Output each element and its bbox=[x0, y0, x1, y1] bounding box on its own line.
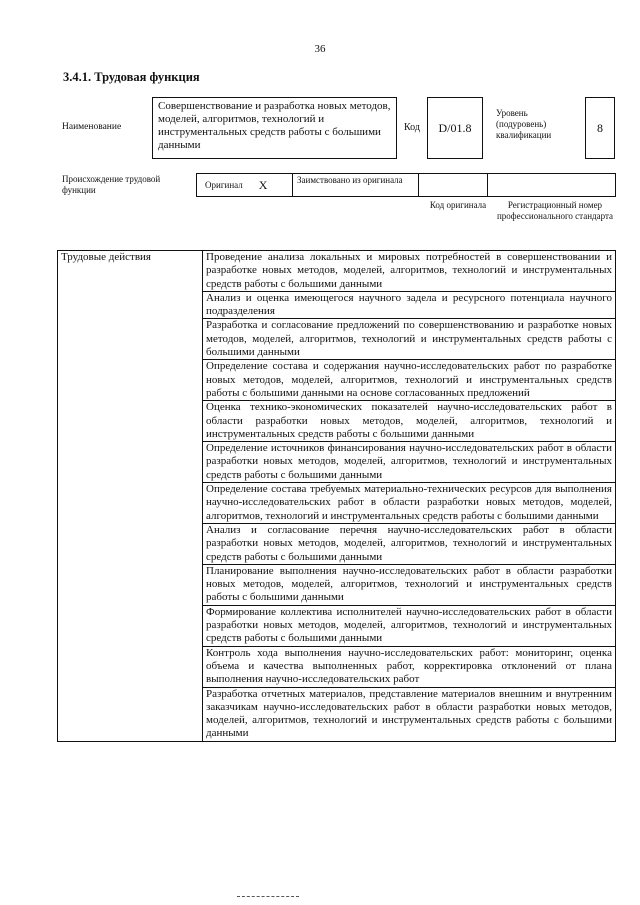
action-item: Разработка отчетных материалов, представление материалов внешним и внутренним заказчикам научно-исследовательских работ в области разработки новых методов, моделей, алгоритмов, технологий и инструментальных средств работы с большими данными bbox=[203, 687, 616, 741]
action-item: Контроль хода выполнения научно-исследовательских работ: мониторинг, оценка объема и качества выполненных работ, корректировка отклонений от плана выполнения научно-исследовательских работ bbox=[203, 646, 616, 687]
reg-number-cell bbox=[487, 173, 616, 197]
original-mark: X bbox=[258, 177, 268, 192]
code-original-caption: Код оригинала bbox=[429, 200, 487, 210]
original-label: Оригинал bbox=[205, 180, 243, 190]
action-item: Анализ и согласование перечня научно-исследовательских работ в области разработки новых методов, моделей, алгоритмов, технологий и инструментальных средств работы с большими данными bbox=[203, 523, 616, 564]
code-label: Код bbox=[404, 122, 420, 133]
name-label: Наименование bbox=[62, 122, 122, 132]
actions-header: Трудовые действия bbox=[58, 251, 203, 742]
action-item: Формирование коллектива исполнителей научно-исследовательских работ в области разработки новых методов, моделей, алгоритмов, технологий и инструментальных средств работы с большими данными bbox=[203, 605, 616, 646]
action-item: Анализ и оценка имеющегося научного задела и ресурсного потенциала научного подразделения bbox=[203, 291, 616, 319]
code-original-cell bbox=[418, 173, 488, 197]
level-value: 8 bbox=[597, 120, 603, 135]
function-name-box bbox=[152, 97, 397, 159]
page-number: 36 bbox=[314, 43, 326, 55]
table-row bbox=[58, 251, 616, 292]
function-code-box bbox=[427, 97, 483, 159]
section-title: 3.4.1. Трудовая функция bbox=[63, 70, 200, 84]
action-item: Определение состава и содержания научно-исследовательских работ по разработке новых методов, моделей, алгоритмов, технологий и инструментальных средств работы с большими данными на основе согласованных предложений bbox=[203, 360, 616, 401]
action-item: Планирование выполнения научно-исследовательских работ в области разработки новых методов, моделей, алгоритмов, технологий и инструментальных средств работы с большими данными bbox=[203, 564, 616, 605]
level-label: Уровень (подуровень) квалификации bbox=[496, 108, 552, 140]
action-item: Разработка и согласование предложений по совершенствованию и разработке новых методов, моделей, алгоритмов, технологий и инструментальных средств работы с большими данными bbox=[203, 319, 616, 360]
action-item: Проведение анализа локальных и мировых потребностей в совершенствовании и разработке новых методов, моделей, алгоритмов, технологий и инструментальных средств работы с большими данными bbox=[203, 251, 616, 292]
origin-label: Происхождение трудовой функции bbox=[62, 174, 161, 195]
function-name-value: Совершенствование и разработка новых методов, моделей, алгоритмов, технологий и инструментальных средств работы с большими данными bbox=[158, 100, 391, 151]
original-cell bbox=[196, 173, 293, 197]
action-item: Оценка технико-экономических показателей научно-исследовательских работ в области разработки новых методов, моделей, алгоритмов, технологий и инструментальных средств работы с большими данными bbox=[203, 401, 616, 442]
borrowed-label: Заимствовано из оригинала bbox=[297, 175, 403, 185]
function-code-value: D/01.8 bbox=[438, 120, 472, 135]
borrowed-cell bbox=[292, 173, 419, 197]
labor-actions-table bbox=[57, 250, 616, 742]
footer-divider bbox=[237, 896, 299, 897]
reg-number-caption: Регистрационный номер профессионального стандарта bbox=[496, 200, 614, 221]
level-box bbox=[585, 97, 615, 159]
origin-row bbox=[196, 173, 616, 197]
action-item: Определение источников финансирования научно-исследовательских работ в области разработки новых методов, моделей, алгоритмов, технологий и инструментальных средств работы с большими данными bbox=[203, 442, 616, 483]
action-item: Определение состава требуемых материально-технических ресурсов для выполнения научно-исследовательских работ в области разработки новых методов, моделей, алгоритмов, технологий и инструментальных средств работы с большими данными bbox=[203, 483, 616, 524]
